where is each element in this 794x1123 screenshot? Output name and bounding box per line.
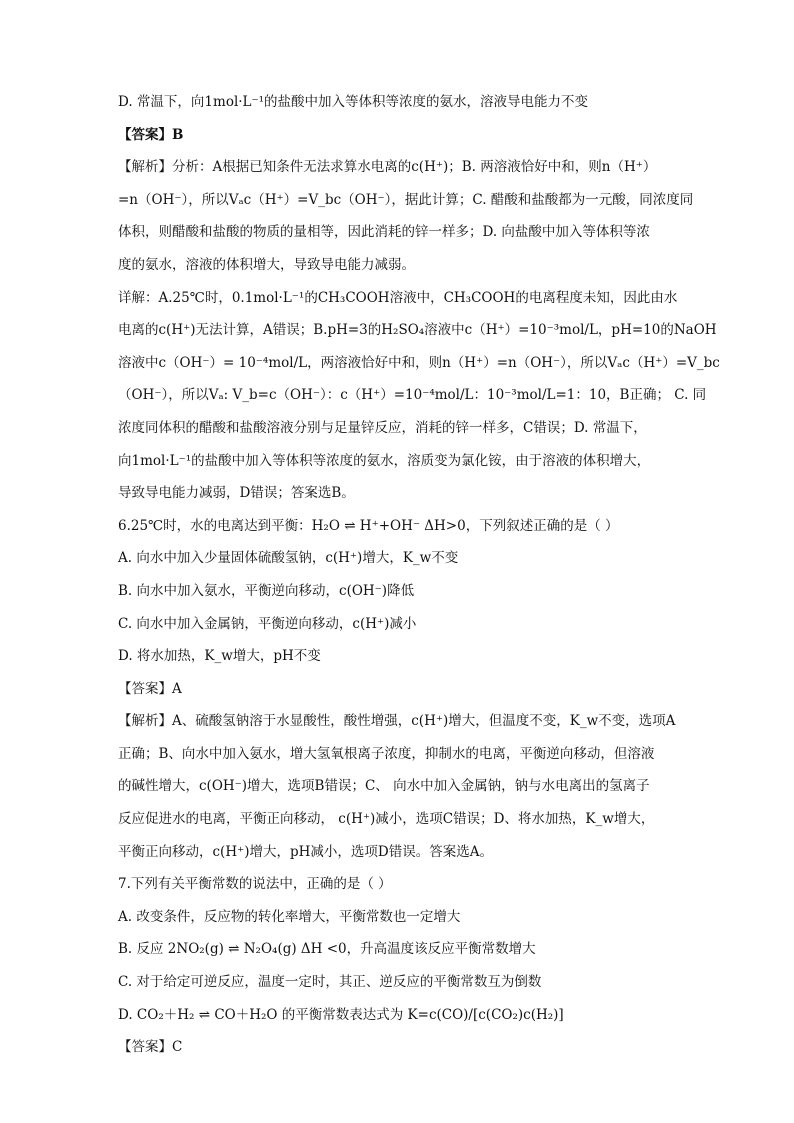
option-d-line: D. 常温下，向1mol·L⁻¹的盐酸中加入等体积等浓度的氨水，溶液导电能力不变 [118, 94, 589, 110]
detail-line: （OH⁻），所以Vₐ: V_b=c（OH⁻）：c（H⁺）=10⁻⁴mol/L：10⁻³mol/L=1：10，B正确； C. 同 [118, 387, 707, 404]
analysis-line: 体积，则醋酸和盐酸的物质的量相等，因此消耗的锌一样多；D. 向盐酸中加入等体积等浓 [118, 224, 650, 241]
detail-line: 导致导电能力减弱，D错误；答案选B。 [118, 485, 355, 502]
detail-line: 详解：A.25℃时，0.1mol·L⁻¹的CH₃COOH溶液中，CH₃COOH的电离程度未知，因此由水 [118, 289, 678, 306]
analysis-line: 度的氨水，溶液的体积增大，导致导电能力减弱。 [118, 256, 415, 273]
detail-line: 浓度同体积的醋酸和盐酸溶液分别与足量锌反应，消耗的锌一样多，C错误；D. 常温下， [118, 419, 647, 436]
question-6-explanation: 的碱性增大，c(OH⁻)增大，选项B错误；C、 向水中加入金属钠，钠与水电离出的氢离子 [118, 778, 650, 795]
detail-line: 向1mol·L⁻¹的盐酸中加入等体积等浓度的氨水，溶质变为氯化铵，由于溶液的体积增大， [118, 452, 651, 469]
question-7-option-a: A. 改变条件，反应物的转化率增大，平衡常数也一定增大 [118, 908, 461, 925]
question-6-stem: 6.25℃时，水的电离达到平衡：H₂O ⇌ H⁺+OH⁻ ΔH>0，下列叙述正确的是（ ） [118, 517, 619, 534]
detail-line: 电离的c(H⁺)无法计算，A错误；B.pH=3的H₂SO₄溶液中c（H⁺）=10⁻³mol/L，pH=10的NaOH [118, 322, 717, 339]
question-6-explanation: 反应促进水的电离，平衡正向移动， c(H⁺)减小，选项C错误；D、将水加热，K_w增大， [118, 811, 655, 828]
question-7-option-b: B. 反应 2NO₂(g) ⇌ N₂O₄(g) ΔH <0，升高温度该反应平衡常数增大 [118, 941, 536, 958]
analysis-line: =n（OH⁻），所以Vₐc（H⁺）=V_bc（OH⁻），据此计算；C. 醋酸和盐酸都为一元酸，同浓度同 [118, 191, 694, 208]
question-7-option-d: D. CO₂＋H₂ ⇌ CO＋H₂O 的平衡常数表达式为 K=c(CO)/[c(CO₂)c(H₂)] [118, 1006, 564, 1023]
answer-line: 【答案】B [118, 126, 184, 143]
question-6-option-c: C. 向水中加入金属钠，平衡逆向移动，c(H⁺)减小 [118, 615, 417, 632]
question-6-explanation: 正确；B、向水中加入氨水，增大氢氧根离子浓度，抑制水的电离，平衡逆向移动，但溶液 [118, 745, 655, 762]
question-7-stem: 7.下列有关平衡常数的说法中，正确的是（ ） [118, 876, 392, 893]
document-page [118, 92, 720, 1070]
question-7-answer: 【答案】C [118, 1039, 183, 1056]
detail-line: 溶液中c（OH⁻）= 10⁻⁴mol/L，两溶液恰好中和，则n（H⁺）=n（OH⁻），所以Vₐc（H⁺）=V_bc [118, 354, 720, 371]
question-6-option-d: D. 将水加热，K_w增大，pH不变 [118, 648, 321, 665]
analysis-line: 【解析】分析：A根据已知条件无法求算水电离的c(H⁺)；B. 两溶液恰好中和，则n（H⁺） [118, 159, 657, 176]
question-6-explanation: 【解析】A、硫酸氢钠溶于水显酸性，酸性增强，c(H⁺)增大，但温度不变，K_w不变，选项A [118, 713, 676, 730]
question-7-option-c: C. 对于给定可逆反应，温度一定时，其正、逆反应的平衡常数互为倒数 [118, 974, 542, 991]
question-6-answer: 【答案】A [118, 680, 182, 697]
question-6-option-a: A. 向水中加入少量固体硫酸氢钠，c(H⁺)增大，K_w不变 [118, 550, 459, 567]
question-6-option-b: B. 向水中加入氨水，平衡逆向移动，c(OH⁻)降低 [118, 582, 415, 599]
question-6-explanation: 平衡正向移动，c(H⁺)增大，pH减小，选项D错误。答案选A。 [118, 843, 493, 860]
